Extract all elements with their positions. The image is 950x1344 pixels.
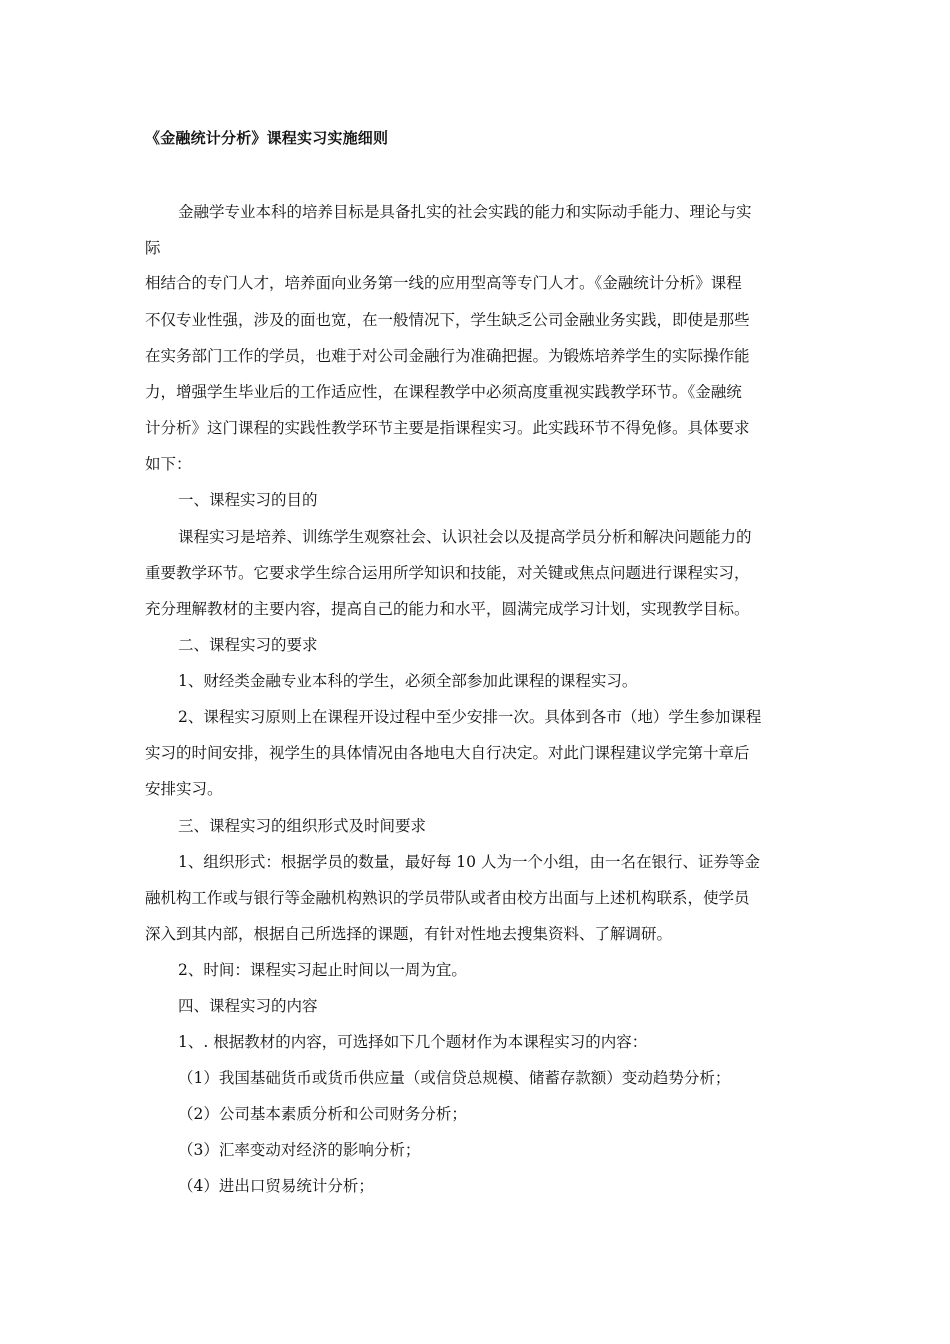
list-item: 1、. 根据教材的内容，可选择如下几个题材作为本课程实习的内容： [178, 1033, 648, 1051]
paragraph-line: 融机构工作或与银行等金融机构熟识的学员带队或者由校方出面与上述机构联系，使学员 [145, 889, 750, 907]
section-heading: 三、课程实习的组织形式及时间要求 [178, 817, 427, 835]
paragraph-line: 在实务部门工作的学员，也难于对公司金融行为准确把握。为锻炼培养学生的实际操作能 [145, 347, 750, 365]
list-item: （1）我国基础货币或货币供应量（或信贷总规模、储蓄存款额）变动趋势分析； [178, 1069, 731, 1087]
paragraph-line: 计分析》这门课程的实践性教学环节主要是指课程实习。此实践环节不得免修。具体要求 [145, 419, 750, 437]
paragraph-line: 深入到其内部，根据自己所选择的课题，有针对性地去搜集资料、了解调研。 [145, 925, 673, 943]
paragraph-line: 课程实习是培养、训练学生观察社会、认识社会以及提高学员分析和解决问题能力的 [178, 528, 752, 546]
list-item: 2、时间：课程实习起止时间以一周为宜。 [178, 961, 467, 979]
list-item: （2）公司基本素质分析和公司财务分析； [178, 1105, 467, 1123]
list-item: 2、课程实习原则上在课程开设过程中至少安排一次。具体到各市（地）学生参加课程 [178, 708, 762, 726]
section-heading: 一、课程实习的目的 [178, 491, 318, 509]
list-item: 1、财经类金融专业本科的学生，必须全部参加此课程的课程实习。 [178, 672, 638, 690]
list-item: （3）汇率变动对经济的影响分析； [178, 1141, 421, 1159]
paragraph-line: 相结合的专门人才，培养面向业务第一线的应用型高等专门人才。《金融统计分析》课程 [145, 274, 742, 292]
document-title: 《金融统计分析》课程实习实施细则 [145, 129, 389, 147]
list-item: （4）进出口贸易统计分析； [178, 1177, 374, 1195]
list-item: 1、组织形式：根据学员的数量，最好每 10 人为一个小组，由一名在银行、证券等金 [178, 853, 760, 871]
paragraph-line: 充分理解教材的主要内容，提高自己的能力和水平，圆满完成学习计划，实现教学目标。 [145, 600, 750, 618]
paragraph-line: 不仅专业性强，涉及的面也宽，在一般情况下，学生缺乏公司金融业务实践，即使是那些 [145, 311, 750, 329]
paragraph-line: 如下： [145, 455, 192, 473]
section-heading: 二、课程实习的要求 [178, 636, 318, 654]
paragraph-line: 实习的时间安排，视学生的具体情况由各地电大自行决定。对此门课程建议学完第十章后 [145, 744, 750, 762]
section-heading: 四、课程实习的内容 [178, 997, 318, 1015]
paragraph-line: 金融学专业本科的培养目标是具备扎实的社会实践的能力和实际动手能力、理论与实 [178, 203, 752, 221]
paragraph-line: 力，增强学生毕业后的工作适应性，在课程教学中必须高度重视实践教学环节。《金融统 [145, 383, 742, 401]
paragraph-line: 重要教学环节。它要求学生综合运用所学知识和技能，对关键或焦点问题进行课程实习， [145, 564, 750, 582]
paragraph-line: 安排实习。 [145, 780, 223, 798]
paragraph-line: 际 [145, 239, 161, 257]
